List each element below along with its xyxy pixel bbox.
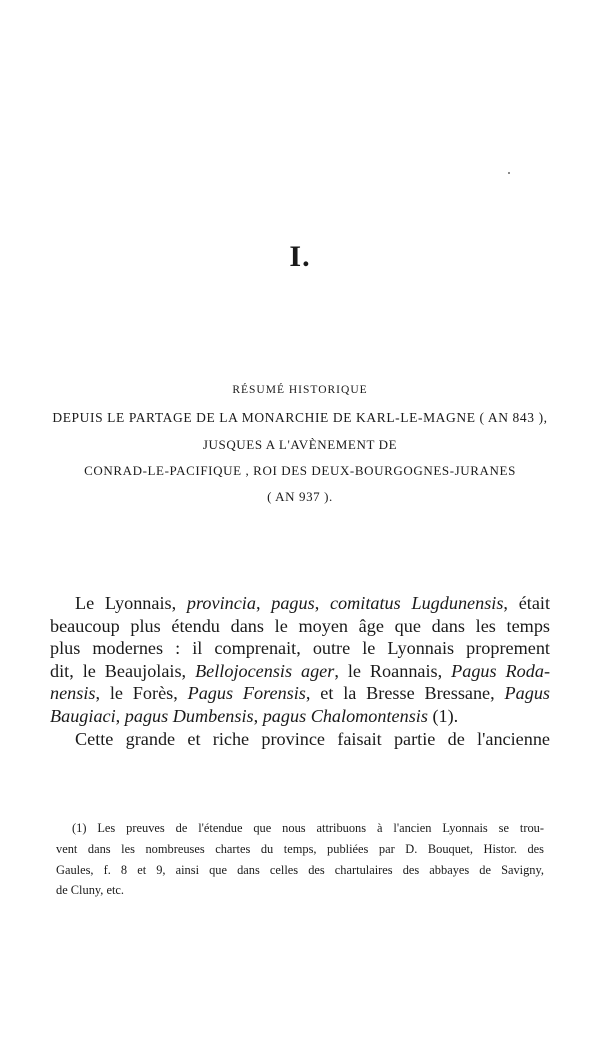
footnote-line: Gaules, f. 8 et 9, ainsi que dans celles des chartulaires des abbayes de Savigny, xyxy=(56,862,544,877)
body-line: beaucoup plus étendu dans le moyen âge que dans les temps xyxy=(50,615,550,636)
heading-line-4: CONRAD-LE-PACIFIQUE , ROI DES DEUX-BOURGOGNES-JURANES xyxy=(84,463,516,478)
body-line: Le Lyonnais, provincia, pagus, comitatus Lugdunensis, était xyxy=(75,593,551,613)
ink-speck xyxy=(508,172,510,174)
heading-line-3: JUSQUES A L'AVÈNEMENT DE xyxy=(202,437,398,452)
body-paragraph xyxy=(50,592,550,750)
body-line: nensis, le Forès, Pagus Forensis, et la Bresse Bressane, Pagus xyxy=(50,683,550,704)
chapter-number: I. xyxy=(289,240,311,273)
footnote-line: (1) Les preuves de l'étendue que nous attribuons à l'ancien Lyonnais se trou- xyxy=(72,821,544,835)
heading-line-2: DEPUIS LE PARTAGE DE LA MONARCHIE DE KARL-LE-MAGNE ( AN 843 ), xyxy=(52,410,548,425)
body-line: dit, le Beaujolais, Bellojocensis ager, le Roannais, Pagus Roda- xyxy=(50,660,550,681)
body-line: Baugiaci, pagus Dumbensis, pagus Chalomontensis (1). xyxy=(50,705,459,726)
footnote xyxy=(56,818,544,901)
footnote-line: vent dans les nombreuses chartes du temps, publiées par D. Bouquet, Histor. des xyxy=(56,841,544,856)
body-line: Cette grande et riche province faisait partie de l'ancienne xyxy=(75,728,550,749)
heading-line-5: ( AN 937 ). xyxy=(267,489,333,504)
footnote-line: de Cluny, etc. xyxy=(56,883,125,898)
heading-line-1: RÉSUMÉ HISTORIQUE xyxy=(232,384,368,396)
body-line: plus modernes : il comprenait, outre le Lyonnais proprement xyxy=(50,638,550,659)
